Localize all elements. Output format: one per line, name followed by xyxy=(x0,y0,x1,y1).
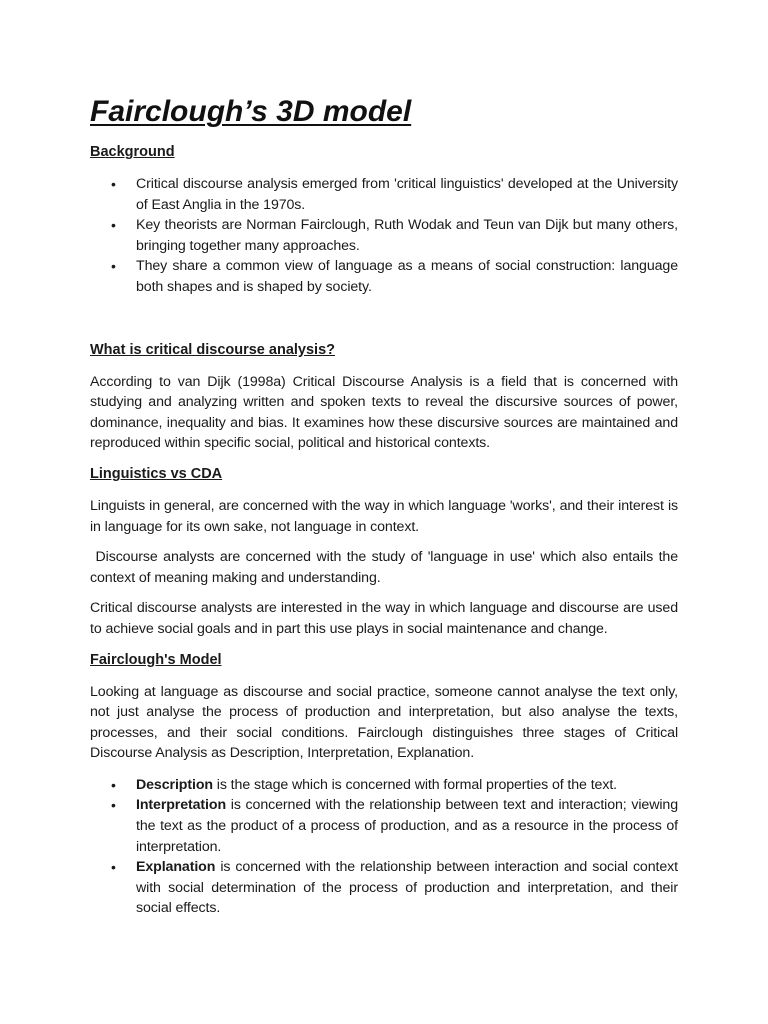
bullet-icon: • xyxy=(111,797,116,814)
background-bullet-list xyxy=(90,174,678,298)
stages-bullet-list xyxy=(90,775,678,919)
list-item xyxy=(90,256,678,297)
list-item-text: Key theorists are Norman Fairclough, Ruth Wodak and Teun van Dijk but many others, bringing together many approaches. xyxy=(136,217,678,254)
list-item xyxy=(90,775,678,796)
paragraph-linguists: Linguists in general, are concerned with the way in which language 'works', and their interest is in language for its own sake, not language in context. xyxy=(90,497,678,535)
document-title: Fairclough’s 3D model xyxy=(90,95,412,128)
list-item xyxy=(90,215,678,256)
stage-term: Description xyxy=(136,776,213,793)
paragraph-critical-discourse-analysts: Critical discourse analysts are interested in the way in which language and discourse are used to achieve social goals and in part this use plays in social maintenance and change. xyxy=(90,600,678,637)
section-heading-what-is-cda: What is critical discourse analysis? xyxy=(90,341,335,358)
stage-description: is the stage which is concerned with formal properties of the text. xyxy=(212,776,618,793)
stage-term: Interpretation xyxy=(136,797,227,814)
bullet-icon: • xyxy=(111,217,116,234)
list-item xyxy=(90,795,678,857)
bullet-icon: • xyxy=(111,258,116,275)
stage-description: is concerned with the relationship between interaction and social context with social determination of the process of production and interpretation, and their social effects. xyxy=(136,859,678,917)
section-heading-linguistics-vs-cda: Linguistics vs CDA xyxy=(90,465,223,482)
bullet-icon: • xyxy=(111,176,116,192)
list-item-text: Critical discourse analysis emerged from 'critical linguistics' developed at the University of East Anglia in the 1970s. xyxy=(136,176,678,213)
paragraph-discourse-analysts: Discourse analysts are concerned with the study of 'language in use' which also entails the context of meaning making and understanding. xyxy=(90,549,682,586)
stage-term: Explanation xyxy=(136,859,216,876)
paragraph-what-is-cda: According to van Dijk (1998a) Critical Discourse Analysis is a field that is concerned with studying and analyzing written and spoken texts to reveal the discursive sources of power, dominance, inequality and bias. It examines how these discursive sources are maintained and reproduced within specific social, political and historical contexts. xyxy=(90,373,678,452)
list-item-text: They share a common view of language as a means of social construction: language both shapes and is shaped by society. xyxy=(136,258,678,295)
section-heading-faircloughs-model: Fairclough's Model xyxy=(90,651,222,668)
section-heading-background: Background xyxy=(90,144,175,160)
stage-description: is concerned with the relationship between text and interaction; viewing the text as the product of a process of production, and as a resource in the process of interpretation. xyxy=(136,797,678,855)
list-item xyxy=(90,174,678,215)
bullet-icon: • xyxy=(111,859,116,876)
document-page xyxy=(90,94,682,919)
paragraph-faircloughs-model: Looking at language as discourse and social practice, someone cannot analyse the text only, not just analyse the process of production and interpretation, but also analyse the texts, processes, and their social conditions. Fairclough distinguishes three stages of Critical Discourse Analysis as Description, Interpretation, Explanation. xyxy=(90,683,678,762)
list-item xyxy=(90,857,678,919)
bullet-icon: • xyxy=(111,776,116,793)
